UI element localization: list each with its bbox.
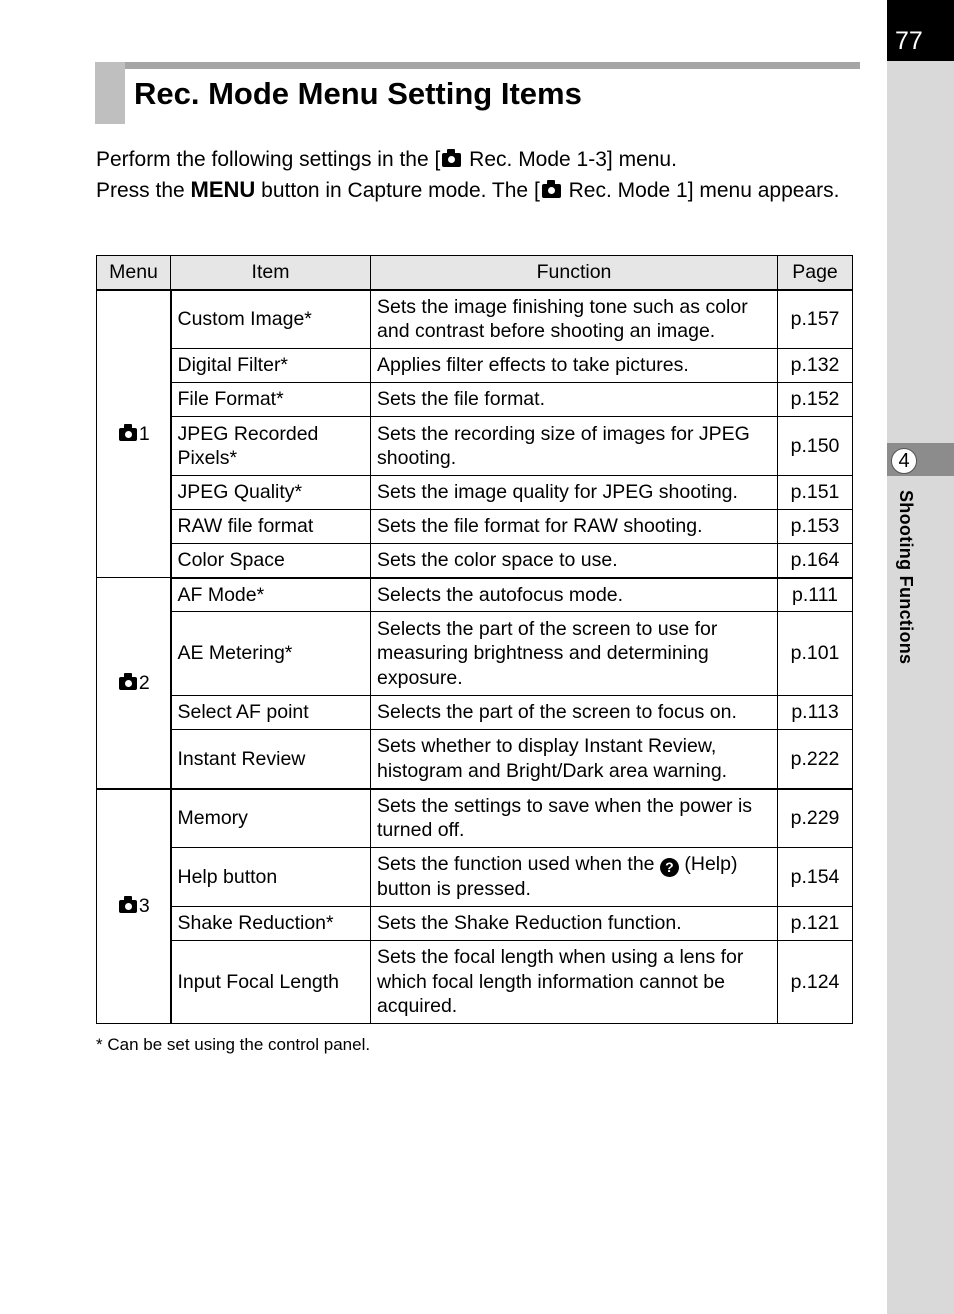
table-row [97,578,853,612]
camera-icon [442,153,461,167]
table-row [97,730,853,789]
item-cell: Memory [171,789,371,848]
item-cell: Instant Review [171,730,371,789]
function-cell: Sets whether to display Instant Review, histogram and Bright/Dark area warning. [371,730,778,789]
page-cell: p.121 [778,907,853,941]
table-row [97,696,853,730]
page-cell: p.124 [778,941,853,1024]
chapter-title: Shooting Functions [896,490,916,665]
header-function: Function [371,256,778,290]
intro-line2-c: Rec. Mode 1] menu appears. [562,178,840,202]
menu-group-2: 2 [97,578,171,789]
function-cell: Sets the settings to save when the power is turned off. [371,789,778,848]
help-icon: ? [660,858,679,877]
intro-line2-a: Press the [96,178,191,202]
title-rule [95,62,860,69]
item-cell: AE Metering* [171,612,371,696]
function-cell: Selects the part of the screen to use for measuring brightness and determining exposure. [371,612,778,696]
menu-button-label: MENU [190,176,256,202]
function-cell: Sets the image finishing tone such as color and contrast before shooting an image. [371,290,778,349]
table-row [97,383,853,417]
camera-icon [119,900,137,913]
footnote: * Can be set using the control panel. [96,1035,371,1054]
page-cell: p.152 [778,383,853,417]
camera-icon [119,428,137,441]
function-cell: Sets the Shake Reduction function. [371,907,778,941]
chapter-number: 4 [891,448,917,474]
item-cell: JPEG Quality* [171,476,371,510]
page-cell: p.157 [778,290,853,349]
page-cell: p.222 [778,730,853,789]
table-row [97,941,853,1024]
page-cell: p.150 [778,417,853,476]
page-cell: p.229 [778,789,853,848]
item-cell: Custom Image* [171,290,371,349]
settings-table [96,255,853,1024]
item-cell: File Format* [171,383,371,417]
table-row [97,510,853,544]
table-header-row [97,256,853,290]
function-cell: Sets the focal length when using a lens for which focal length information cannot be acquired. [371,941,778,1024]
item-cell: AF Mode* [171,578,371,612]
header-item: Item [171,256,371,290]
item-cell: Color Space [171,544,371,578]
table-row [97,544,853,578]
page-cell: p.164 [778,544,853,578]
intro-line1-b: Rec. Mode 1-3] menu. [463,148,677,171]
function-cell: Selects the part of the screen to focus on. [371,696,778,730]
function-cell: Selects the autofocus mode. [371,578,778,612]
table-row [97,417,853,476]
table-row [97,612,853,696]
item-cell: Help button [171,848,371,907]
camera-icon [542,184,561,198]
page-cell: p.153 [778,510,853,544]
header-menu: Menu [97,256,171,290]
page-cell: p.151 [778,476,853,510]
item-cell: Select AF point [171,696,371,730]
page-cell: p.113 [778,696,853,730]
title-block [95,62,125,124]
item-cell: Shake Reduction* [171,907,371,941]
table-row [97,789,853,848]
item-cell: JPEG Recorded Pixels* [171,417,371,476]
camera-icon [119,677,137,690]
intro-line2-b: button in Capture mode. The [ [255,178,540,202]
table-row [97,848,853,907]
menu-group-3: 3 [97,789,171,1024]
page-cell: p.101 [778,612,853,696]
page-title: Rec. Mode Menu Setting Items [134,76,582,111]
item-cell: RAW file format [171,510,371,544]
table-row [97,290,853,349]
function-cell: Sets the image quality for JPEG shooting. [371,476,778,510]
page-cell: p.154 [778,848,853,907]
table-row [97,476,853,510]
menu-group-1: 1 [97,290,171,578]
item-cell: Input Focal Length [171,941,371,1024]
page-number: 77 [895,27,923,55]
page-cell: p.111 [778,578,853,612]
item-cell: Digital Filter* [171,349,371,383]
intro-text [96,145,866,205]
page-cell: p.132 [778,349,853,383]
function-cell: Sets the function used when the ? (Help) button is pressed. [371,848,778,907]
table-row [97,907,853,941]
table-row [97,349,853,383]
function-cell: Sets the file format for RAW shooting. [371,510,778,544]
intro-line1-a: Perform the following settings in the [ [96,148,441,171]
function-cell: Sets the recording size of images for JPEG shooting. [371,417,778,476]
function-cell: Sets the file format. [371,383,778,417]
function-cell: Sets the color space to use. [371,544,778,578]
function-cell: Applies filter effects to take pictures. [371,349,778,383]
header-page: Page [778,256,853,290]
